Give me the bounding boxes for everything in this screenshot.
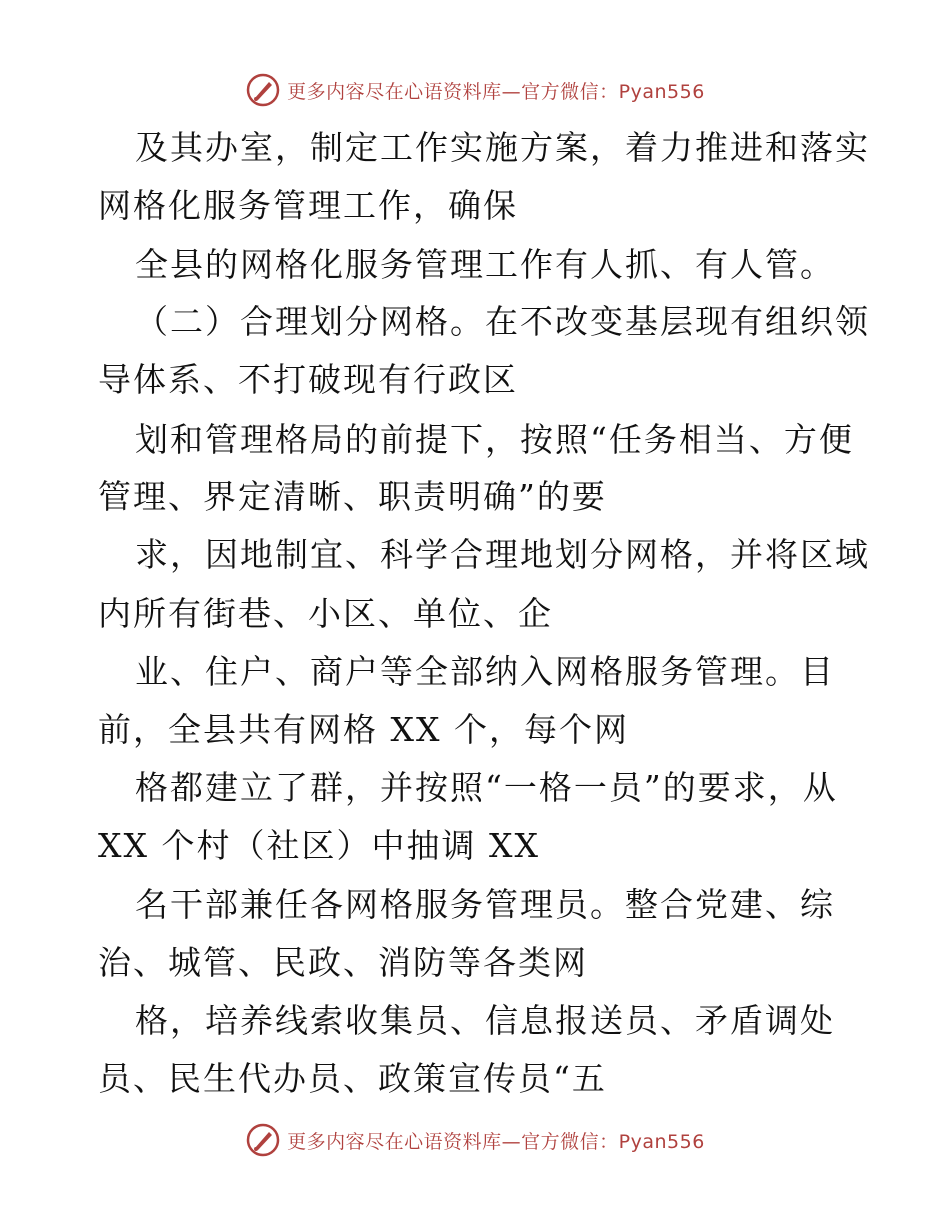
quill-logo-icon (245, 1122, 281, 1158)
body-line: 员、民生代办员、政策宣传员“五 (98, 1059, 607, 1098)
header-watermark (0, 70, 950, 110)
body-line: 及其办室，制定工作实施方案，着力推进和落实 (135, 128, 870, 167)
watermark-text: 更多内容尽在心语资料库—官方微信：Pyan556 (287, 80, 705, 103)
body-line: 管理、界定清晰、职责明确”的要 (98, 477, 607, 516)
watermark-text: 更多内容尽在心语资料库—官方微信：Pyan556 (287, 1130, 705, 1153)
body-line: 名干部兼任各网格服务管理员。整合党建、综 (135, 885, 835, 924)
body-line: 导体系、不打破现有行政区 (98, 360, 518, 399)
body-line: 网格化服务管理工作，确保 (98, 186, 518, 225)
body-line: 内所有街巷、小区、单位、企 (98, 594, 553, 633)
footer-watermark (0, 1120, 950, 1160)
body-line: 求，因地制宜、科学合理地划分网格，并将区域 (135, 535, 870, 574)
body-line: 业、住户、商户等全部纳入网格服务管理。目 (135, 652, 835, 691)
body-line: （二）合理划分网格。在不改变基层现有组织领 (135, 302, 870, 341)
body-line: 格，培养线索收集员、信息报送员、矛盾调处 (135, 1001, 835, 1040)
body-line: 治、城管、民政、消防等各类网 (98, 943, 588, 982)
quill-logo-icon (245, 72, 281, 108)
body-line: 划和管理格局的前提下，按照“任务相当、方便 (135, 420, 854, 459)
body-line: 全县的网格化服务管理工作有人抓、有人管。 (135, 245, 835, 284)
body-line: 格都建立了群，并按照“一格一员”的要求，从 (135, 768, 838, 807)
body-line: XX 个村（社区）中抽调 XX (98, 826, 540, 865)
body-line: 前，全县共有网格 XX 个，每个网 (98, 710, 629, 749)
